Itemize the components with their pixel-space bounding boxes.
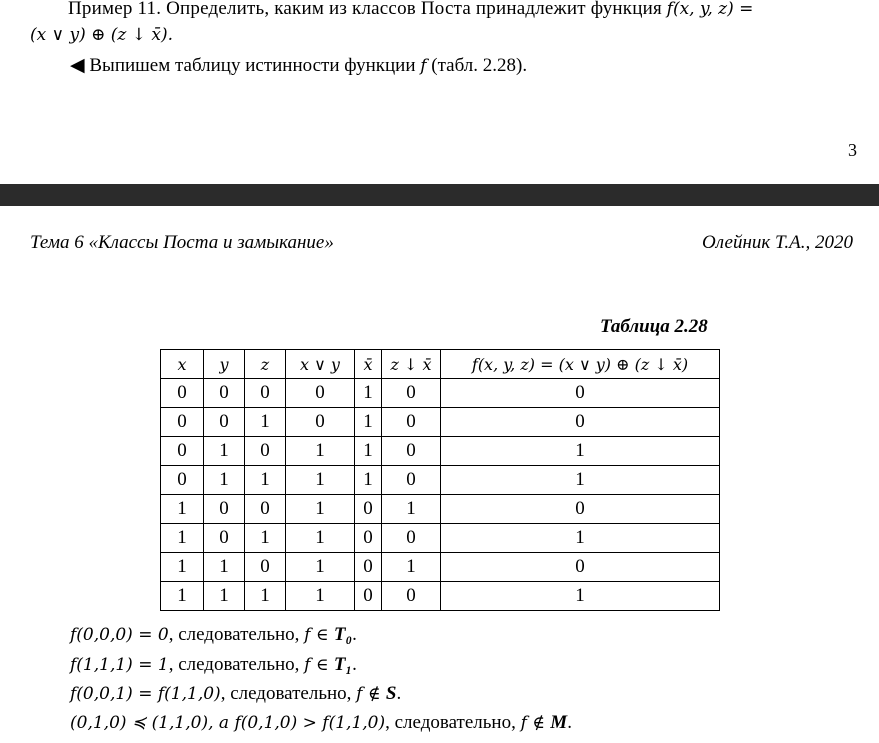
header-function: f(x, y, z) = (x ∨ y) ⊕ (z ↓ x̄) <box>441 350 720 379</box>
cell: 1 <box>286 495 355 524</box>
cell: 0 <box>441 379 720 408</box>
table-row <box>161 408 720 437</box>
post-class: S <box>385 683 397 704</box>
conclusion-end: . <box>352 624 357 645</box>
cell: 0 <box>161 466 204 495</box>
example-statement-line-1 <box>68 0 753 20</box>
cell: 0 <box>204 495 245 524</box>
cell: 1 <box>441 524 720 553</box>
cell: 0 <box>441 408 720 437</box>
header-z-nor-not-x: z ↓ x̄ <box>382 350 441 379</box>
conclusion-math: f(0,0,0) = 0 <box>70 625 169 645</box>
cell: 1 <box>355 408 382 437</box>
conclusion-end: . <box>396 683 402 704</box>
cell: 0 <box>161 379 204 408</box>
step-line <box>70 54 527 77</box>
table-row <box>161 379 720 408</box>
cell: 0 <box>245 379 286 408</box>
function-rhs: (x ∨ y) ⊕ (z ↓ x̄). <box>30 25 174 45</box>
cell: 0 <box>441 495 720 524</box>
cell: 0 <box>441 553 720 582</box>
conclusion-t0 <box>70 624 357 646</box>
cell: 1 <box>286 553 355 582</box>
table-row <box>161 437 720 466</box>
cell: 1 <box>161 495 204 524</box>
cell: 1 <box>441 582 720 611</box>
example-intro: Пример 11. Определить, каким из классов Поста принадлежит функция <box>68 0 662 19</box>
cell: 1 <box>286 582 355 611</box>
post-class: M <box>550 712 568 733</box>
cell: 1 <box>286 524 355 553</box>
function-lhs: f(x, y, z) = <box>666 0 754 19</box>
conclusion-t1 <box>70 654 357 676</box>
truth-table-header-row <box>161 350 720 379</box>
table-row <box>161 582 720 611</box>
conclusion-text: , следовательно, <box>385 712 521 733</box>
cell: 1 <box>286 466 355 495</box>
step-table-ref: (табл. 2.28). <box>431 55 528 76</box>
table-row <box>161 524 720 553</box>
post-class: T₁ <box>333 654 353 675</box>
conclusion-text: , следовательно, <box>168 624 305 645</box>
conclusion-membership: f ∉ <box>520 713 551 733</box>
cell: 1 <box>161 524 204 553</box>
cell: 1 <box>441 437 720 466</box>
cell: 1 <box>441 466 720 495</box>
cell: 0 <box>204 524 245 553</box>
table-row <box>161 466 720 495</box>
cell: 1 <box>355 437 382 466</box>
conclusion-end: . <box>352 654 357 675</box>
cell: 0 <box>382 437 441 466</box>
cell: 1 <box>204 466 245 495</box>
cell: 0 <box>382 379 441 408</box>
cell: 0 <box>355 582 382 611</box>
header-x: x <box>161 350 204 379</box>
step-marker-icon: ◀ <box>70 55 85 76</box>
post-class: T₀ <box>333 624 353 645</box>
cell: 1 <box>245 408 286 437</box>
table-row <box>161 495 720 524</box>
cell: 1 <box>204 582 245 611</box>
cell: 0 <box>245 437 286 466</box>
header-not-x: x̄ <box>355 350 382 379</box>
conclusion-text: , следовательно, <box>220 683 357 704</box>
cell: 1 <box>161 582 204 611</box>
cell: 0 <box>382 582 441 611</box>
cell: 1 <box>355 466 382 495</box>
conclusion-math: (0,1,0) ≼ (1,1,0), а f(0,1,0) > f(1,1,0) <box>70 713 386 733</box>
example-statement-line-2 <box>30 24 173 46</box>
cell: 1 <box>245 582 286 611</box>
conclusion-m <box>70 712 572 734</box>
cell: 0 <box>382 524 441 553</box>
cell: 1 <box>382 495 441 524</box>
conclusion-math: f(1,1,1) = 1 <box>70 655 169 675</box>
cell: 0 <box>355 553 382 582</box>
truth-table <box>160 349 720 611</box>
cell: 0 <box>286 408 355 437</box>
step-function: f <box>420 56 427 76</box>
conclusion-s <box>70 683 401 705</box>
cell: 0 <box>382 408 441 437</box>
cell: 1 <box>161 553 204 582</box>
cell: 0 <box>204 379 245 408</box>
step-text: Выпишем таблицу истинности функции <box>89 55 416 76</box>
cell: 0 <box>245 495 286 524</box>
page-divider <box>0 184 879 206</box>
conclusion-text: , следовательно, <box>168 654 305 675</box>
cell: 1 <box>204 437 245 466</box>
conclusion-end: . <box>567 712 572 733</box>
table-caption: Таблица 2.28 <box>600 316 708 337</box>
cell: 1 <box>245 466 286 495</box>
cell: 0 <box>204 408 245 437</box>
header-y: y <box>204 350 245 379</box>
cell: 1 <box>245 524 286 553</box>
cell: 0 <box>161 437 204 466</box>
cell: 0 <box>286 379 355 408</box>
cell: 1 <box>286 437 355 466</box>
table-row <box>161 553 720 582</box>
cell: 0 <box>161 408 204 437</box>
cell: 0 <box>355 495 382 524</box>
conclusion-membership: f ∈ <box>304 625 334 645</box>
cell: 1 <box>355 379 382 408</box>
running-header-author: Олейник Т.А., 2020 <box>702 232 853 253</box>
running-header-topic: Тема 6 «Классы Поста и замыкание» <box>30 232 334 253</box>
conclusion-membership: f ∉ <box>356 684 386 704</box>
header-z: z <box>245 350 286 379</box>
conclusion-math: f(0,0,1) = f(1,1,0) <box>70 684 221 704</box>
conclusion-membership: f ∈ <box>304 655 334 675</box>
page-number: 3 <box>848 140 857 160</box>
cell: 0 <box>355 524 382 553</box>
cell: 0 <box>245 553 286 582</box>
cell: 1 <box>204 553 245 582</box>
cell: 1 <box>382 553 441 582</box>
cell: 0 <box>382 466 441 495</box>
header-x-or-y: x ∨ y <box>286 350 355 379</box>
